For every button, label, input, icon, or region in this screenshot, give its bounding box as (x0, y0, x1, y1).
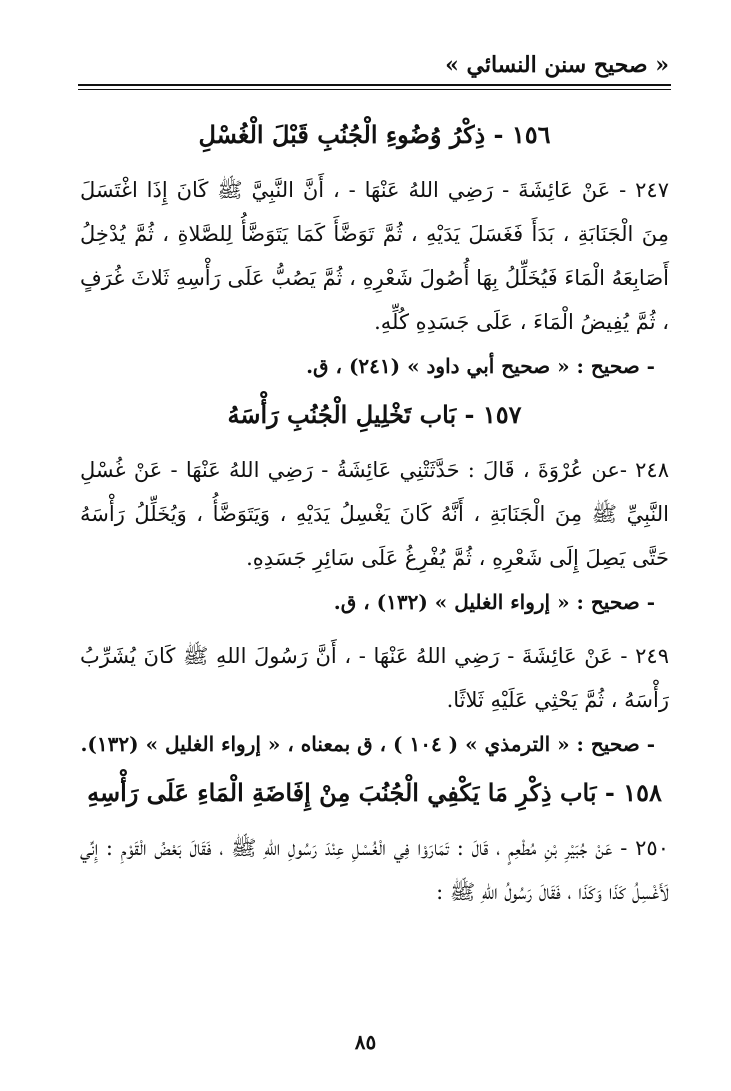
header-rule (78, 84, 671, 86)
chapter-heading-158: ١٥٨ - بَاب ذِكْرِ مَا يَكْفِي الْجُنُبَ مِنْ إِفَاضَةِ الْمَاءِ عَلَى رَأْسِهِ (87, 778, 662, 807)
hadith-248: ٢٤٨ -عن عُرْوَةَ ، قَالَ : حَدَّثَتْنِي عَائِشَةُ - رَضِي اللهُ عَنْهَا - عَنْ غُسْلِ النَّبِيِّ ﷺ مِنَ الْجَنَابَةِ ، أَنَّهُ كَانَ يَغْسِلُ يَدَيْهِ ، وَيَتَوَضَّأُ ، وَيُخَلِّلُ رَأْسَهُ حَتَّى يَصِلَ إِلَى شَعْرِهِ ، ثُمَّ يُفْرِغُ عَلَى سَائِرِ جَسَدِهِ. (80, 458, 669, 570)
running-header-title: « صحيح سنن النسائي » (445, 52, 669, 78)
hadith-249: ٢٤٩ - عَنْ عَائِشَةَ - رَضِي اللهُ عَنْهَا - ، أَنَّ رَسُولَ اللهِ ﷺ كَانَ يُشَرِّبُ رَأْسَهُ ، ثُمَّ يَحْثِي عَلَيْهِ ثَلاثًا. (80, 644, 669, 712)
page-content (80, 110, 669, 914)
grading-249: - صحيح : « الترمذي » ( ١٠٤ ) ، ق بمعناه ، « إرواء الغليل » (١٣٢). (80, 732, 655, 756)
grading-248: - صحيح : « إرواء الغليل » (١٣٢) ، ق. (333, 590, 655, 614)
header-rule-thin (78, 89, 671, 90)
hadith-250: ٢٥٠ - عَنْ جُبَيْرِ بْنِ مُطْعِمٍ ، قَالَ : تَمَارَوْا فِي الْغُسْلِ عِنْدَ رَسُولِ اللهِ ﷺ ، فَقَالَ بَعْضُ الْقَوْمِ : إِنِّي لَأَغْسِلُ كَذَا وَكَذَا ، فَقَالَ رَسُولُ اللهِ ﷺ : (80, 836, 669, 904)
grading-247: - صحيح : « صحيح أبي داود » (٢٤١) ، ق. (306, 354, 655, 378)
chapter-heading-157: ١٥٧ - بَاب تَخْلِيلِ الْجُنُبِ رَأْسَهُ (227, 400, 522, 429)
chapter-heading-156: ١٥٦ - ذِكْرُ وُضُوءِ الْجُنُبِ قَبْلَ الْغُسْلِ (198, 120, 551, 149)
hadith-247: ٢٤٧ - عَنْ عَائِشَةَ - رَضِي اللهُ عَنْهَا - ، أَنَّ النَّبِيَّ ﷺ كَانَ إِذَا اغْتَسَلَ مِنَ الْجَنَابَةِ ، بَدَأَ فَغَسَلَ يَدَيْهِ ، ثُمَّ تَوَضَّأَ كَمَا يَتَوَضَّأُ لِلصَّلاةِ ، ثُمَّ يُدْخِلُ أَصَابِعَهُ الْمَاءَ فَيُخَلِّلُ بِهَا أُصُولَ شَعْرِهِ ، ثُمَّ يَصُبُّ عَلَى رَأْسِهِ ثَلاثَ غُرَفٍ ، ثُمَّ يُفِيضُ الْمَاءَ ، عَلَى جَسَدِهِ كُلِّهِ. (80, 178, 669, 334)
page-number: ٨٥ (354, 1030, 377, 1054)
